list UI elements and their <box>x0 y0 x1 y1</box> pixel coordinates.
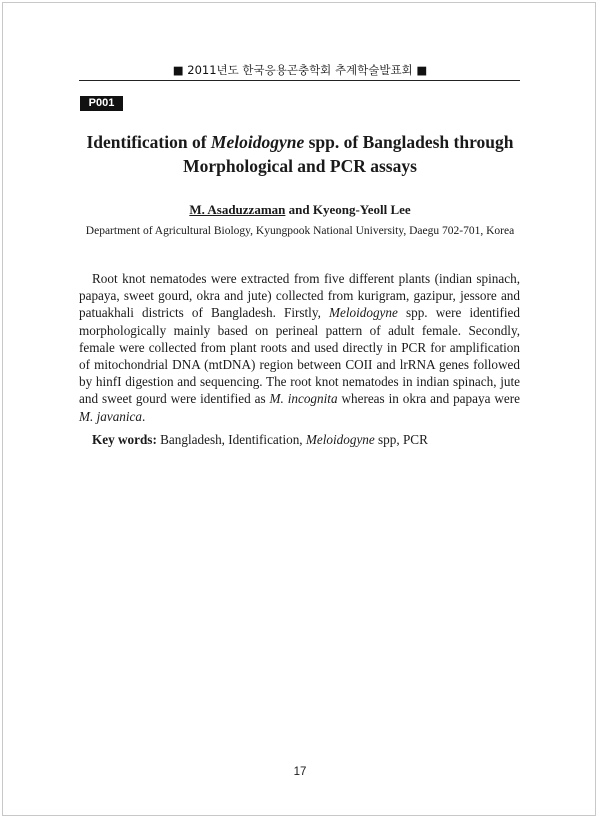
abstract-text-2: spp. were identified morphologically mainly based on perineal pattern of adult female. Secondly, female were collected from plant roots and used directly in PCR for amplification of mitochondrial DNA (mtDNA) region between COII and lrRNA genes followed by hinfI digestion and sequencing. The root knot nematodes in indian spinach, jute and sweet gourd were identified as <box>79 305 520 407</box>
coauthor: Kyeong-Yeoll Lee <box>312 202 411 217</box>
keywords <box>92 432 522 448</box>
author-list <box>60 202 540 218</box>
keywords-label: Key words: <box>92 432 157 447</box>
author-connector: and <box>285 202 313 217</box>
page-number: 17 <box>293 766 307 778</box>
header-divider <box>79 80 520 81</box>
paper-title <box>60 130 540 178</box>
abstract-text-1: Root knot nematodes were extracted from five different plants (indian spinach, papaya, sweet gourd, okra and jute) collected from kurigram, gazipur, jessore and patuakhali districts of Bangladesh. Firstly, <box>79 271 520 321</box>
keywords-text-1: Bangladesh, Identification, <box>156 432 306 447</box>
presenting-author: M. Asaduzzaman <box>189 202 286 217</box>
affiliation: Department of Agricultural Biology, Kyungpook National University, Daegu 702-701, Korea <box>85 225 515 237</box>
title-genus: Meloidogyne <box>210 132 305 152</box>
abstract-text-4: . <box>142 408 146 424</box>
running-header: ■ 2011년도 한국응용곤충학회 추계학술발표회 ■ <box>172 63 428 77</box>
title-text-1: Identification of <box>86 132 211 152</box>
keywords-text-2: spp, PCR <box>374 432 428 447</box>
title-text-2: spp. of Bangladesh through <box>304 132 514 152</box>
title-line-2: Morphological and PCR assays <box>183 156 417 176</box>
abstract-genus: Meloidogyne <box>329 305 398 321</box>
keywords-genus: Meloidogyne <box>305 432 375 447</box>
abstract-species-incognita: M. incognita <box>269 391 338 407</box>
abstract-text-3: whereas in okra and papaya were <box>337 391 520 407</box>
abstract-species-javanica: M. javanica <box>79 408 142 424</box>
abstract-body <box>79 270 520 425</box>
poster-id-badge: P001 <box>80 96 123 111</box>
